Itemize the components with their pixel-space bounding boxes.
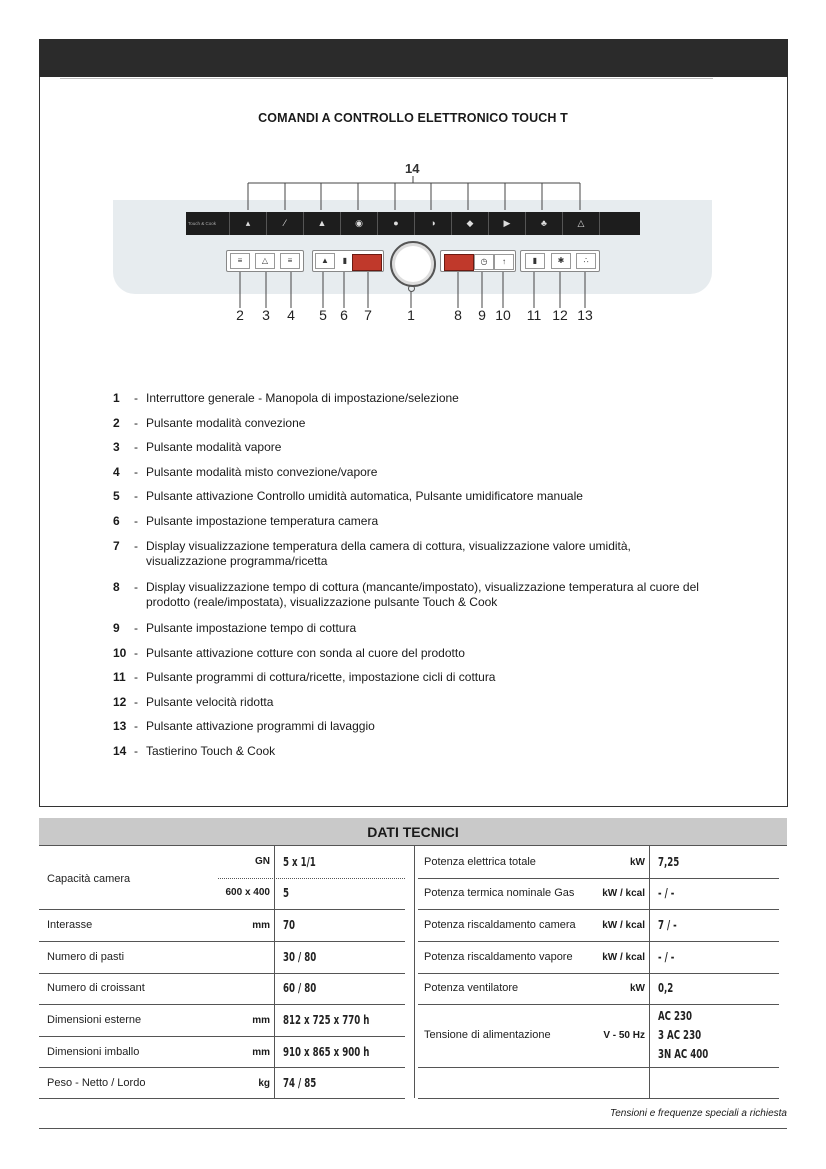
row-unit: kW / kcal [602,952,645,963]
cooking-time-button[interactable]: ◷ [474,254,494,270]
page-bottom-rule [39,1128,787,1129]
row-unit: GN [255,856,270,867]
callout-13: 13 [577,307,593,323]
reduced-speed-button[interactable]: ✱ [551,253,571,269]
row-label: Tensione di alimentazione [424,1029,551,1041]
legend-text: Pulsante modalità vapore [146,440,282,454]
tech-title: DATI TECNICI [367,824,459,840]
power-indicator [408,285,415,292]
legend-number: 6 [113,514,120,528]
callout-5: 5 [319,307,327,323]
row-value: 5 [283,886,290,900]
callout-14: 14 [405,161,420,176]
keypad-key-5[interactable]: ● [377,212,414,235]
legend-number: 4 [113,465,120,479]
row-value: 3 AC 230 [658,1028,702,1042]
keypad-key-7[interactable]: ◆ [451,212,488,235]
legend-number: 1 [113,391,120,405]
row-unit: kW / kcal [602,920,645,931]
legend-text: Pulsante attivazione programmi di lavaggio [146,719,375,733]
row-label: Interasse [47,919,93,931]
temperature-display [352,254,382,271]
row-label: Numero di pasti [47,951,125,963]
row-unit: V - 50 Hz [603,1030,645,1041]
keypad-key-8[interactable]: ▶ [488,212,525,235]
row-label: Potenza elettrica totale [424,856,536,868]
row-unit: kg [258,1078,270,1089]
programs-button[interactable]: ▮ [525,253,545,269]
legend-text: Pulsante attivazione cotture con sonda al cuore del prodotto [146,646,465,660]
row-value: 60 / 80 [283,981,317,995]
section-title: COMANDI A CONTROLLO ELETTRONICO TOUCH T [258,111,568,125]
callout-8: 8 [454,307,462,323]
callout-3: 3 [262,307,270,323]
legend-number: 14 [113,744,127,758]
row-value: 812 x 725 x 770 h [283,1013,370,1027]
chamber-temperature-button[interactable]: ▮ [342,256,348,265]
row-unit: mm [252,1015,270,1026]
callout-12: 12 [552,307,568,323]
keypad-key-9[interactable]: ♣ [525,212,562,235]
row-unit: kW [630,857,645,868]
row-label: Numero di croissant [47,982,145,994]
row-label: Potenza ventilatore [424,982,519,994]
row-value: - / - [658,886,675,900]
keypad-key-1[interactable]: ▴ [229,212,266,235]
legend-text: Pulsante impostazione tempo di cottura [146,621,357,635]
convection-button[interactable]: ≡ [230,253,250,269]
legend-text: Pulsante programmi di cottura/ricette, impostazione cicli di cottura [146,670,496,684]
row-label: Dimensioni imballo [47,1046,140,1058]
row-value: 0,2 [658,981,674,995]
legend-number: 5 [113,489,120,503]
callout-6: 6 [340,307,348,323]
legend-text: Pulsante impostazione temperatura camera [146,514,379,528]
legend-number: 7 [113,539,120,553]
row-value: 70 [283,918,296,932]
callout-7: 7 [364,307,372,323]
row-label: Potenza riscaldamento camera [424,919,576,931]
row-label: Capacità camera [47,873,131,885]
legend-number: 2 [113,416,120,430]
row-unit: 600 x 400 [225,887,270,898]
keypad-key-10[interactable]: △ [562,212,599,235]
row-label: Potenza riscaldamento vapore [424,951,573,963]
legend-text: Display visualizzazione tempo di cottura (mancante/impostato), visualizzazione temperatura al cuore del prodotto (reale/impostata), visualizzazione pulsante Touch & Cook [146,580,699,609]
row-unit: kW / kcal [602,888,645,899]
legend-number: 10 [113,646,127,660]
tech-header [39,818,787,846]
row-value: 910 x 865 x 900 h [283,1045,370,1059]
legend-number: 13 [113,719,127,733]
legend-text: Pulsante attivazione Controllo umidità automatica, Pulsante umidificatore manuale [146,489,583,503]
legend-number: 12 [113,695,127,709]
callout-11: 11 [526,307,542,323]
row-value: 30 / 80 [283,950,317,964]
legend-number: 8 [113,580,120,594]
steam-button[interactable]: △ [255,253,275,269]
program-button-group [520,250,600,272]
legend-text: Tastierino Touch & Cook [146,744,276,758]
legend-text: Interruttore generale - Manopola di impostazione/selezione [146,391,459,405]
row-label: Dimensioni esterne [47,1014,142,1026]
legend-text: Pulsante modalità misto convezione/vapore [146,465,378,479]
row-label: Peso - Netto / Lordo [47,1077,146,1089]
row-label: Potenza termica nominale Gas [424,887,575,899]
row-value: 7 / - [658,918,677,932]
row-unit: mm [252,1047,270,1058]
row-value: 7,25 [658,855,680,869]
keypad-key-2[interactable]: ⁄ [266,212,303,235]
core-probe-button[interactable]: ↑ [494,254,514,270]
legend-number: 9 [113,621,120,635]
legend-text: Display visualizzazione temperatura della camera di cottura, visualizzazione valore umidità, visualizzazione programma/ricetta [146,539,631,568]
mixed-mode-button[interactable]: ≡ [280,253,300,269]
callout-9: 9 [478,307,486,323]
keypad-brand: Touch & Cook [188,221,217,226]
callout-2: 2 [236,307,244,323]
row-value: AC 230 [658,1009,693,1023]
callout-1: 1 [407,307,415,323]
legend-text: Pulsante velocità ridotta [146,695,274,709]
row-value: - / - [658,950,675,964]
row-unit: mm [252,920,270,931]
callout-4: 4 [287,307,295,323]
touch-cook-keypad [186,212,640,235]
keypad-key-3[interactable]: ▲ [303,212,340,235]
row-value: 3N AC 400 [658,1047,709,1061]
legend-number: 11 [113,670,126,684]
callout-10: 10 [495,307,511,323]
footnote: Tensioni e frequenze speciali a richiesta [610,1108,787,1119]
mode-button-group [226,250,304,272]
row-unit: kW [630,983,645,994]
washing-button[interactable]: ∴ [576,253,596,269]
legend-number: 3 [113,440,120,454]
row-value: 5 x 1/1 [283,855,316,869]
time-display [444,254,474,271]
keypad-key-6[interactable]: ◑ [414,212,451,235]
keypad-key-empty [599,212,640,235]
humidity-button[interactable]: ▲ [315,253,335,269]
main-knob[interactable] [390,241,436,287]
row-value: 74 / 85 [283,1076,317,1090]
keypad-key-4[interactable]: ◉ [340,212,377,235]
legend-text: Pulsante modalità convezione [146,416,306,430]
